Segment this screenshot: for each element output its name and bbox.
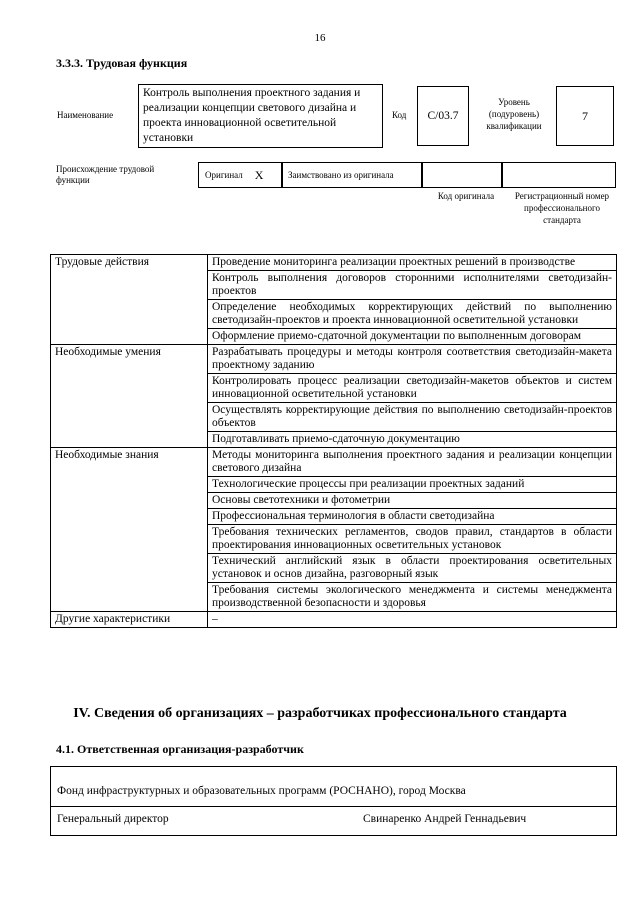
table-row <box>51 345 617 374</box>
reg-number-cell <box>502 162 616 188</box>
borrowed-label: Заимствовано из оригинала <box>288 170 394 180</box>
name-label: Наименование <box>57 110 114 120</box>
original-cell <box>198 162 282 188</box>
section-title: 3.3.3. Трудовая функция <box>56 56 188 70</box>
level-value: 7 <box>556 86 614 146</box>
description-cell: Определение необходимых корректирующих действий по выполнению светодизайн-проектов и проекта инновационной осветительной установки <box>208 300 617 329</box>
function-name-box: Контроль выполнения проектного задания и реализации концепции светового дизайна и проекта инновационной осветительной установки <box>138 84 383 148</box>
signatory-row <box>50 806 617 836</box>
category-cell: Необходимые умения <box>51 345 208 448</box>
original-label: Оригинал <box>205 170 243 180</box>
description-cell: Осуществлять корректирующие действия по выполнению светодизайн-проектов объектов <box>208 403 617 432</box>
code-label: Код <box>392 110 407 120</box>
category-cell: Трудовые действия <box>51 255 208 345</box>
origin-row <box>198 162 616 188</box>
description-cell: Технологические процессы при реализации проектных заданий <box>208 477 617 493</box>
table-row <box>51 612 617 628</box>
original-mark: X <box>254 167 264 182</box>
level-label: Уровень (подуровень) квалификации <box>486 97 542 131</box>
description-cell: Требования технических регламентов, сводов правил, стандартов в области проектирования инновационных осветительных установок <box>208 525 617 554</box>
description-cell: Профессиональная терминология в области светодизайна <box>208 509 617 525</box>
description-cell: Методы мониторинга выполнения проектного задания и реализации концепции светового дизайна <box>208 448 617 477</box>
description-cell: Контроль выполнения договоров сторонними исполнителями светодизайн-проектов <box>208 271 617 300</box>
description-cell: Разрабатывать процедуры и методы контроля соответствия светодизайн-макета проектному заданию <box>208 345 617 374</box>
page-number: 16 <box>314 32 326 44</box>
description-cell: Подготавливать приемо-сдаточную документацию <box>208 432 617 448</box>
organization-name: Фонд инфраструктурных и образовательных программ (РОСНАНО), город Москва <box>50 766 617 806</box>
signatory-position: Генеральный директор <box>57 813 169 825</box>
description-cell: Технический английский язык в области проектирования осветительных установок и основ дизайна, разговорный язык <box>208 554 617 583</box>
origin-label: Происхождение трудовой функции <box>56 164 155 185</box>
section4-title: IV. Сведения об организациях – разработчиках профессионального стандарта <box>73 706 567 721</box>
category-cell: Другие характеристики <box>51 612 208 628</box>
reg-number-label: Регистрационный номер профессионального стандарта <box>514 191 610 225</box>
table-row <box>51 255 617 271</box>
code-original-label: Код оригинала <box>437 191 495 201</box>
code-original-cell <box>422 162 502 188</box>
borrowed-cell <box>282 162 422 188</box>
section41-title: 4.1. Ответственная организация-разработчик <box>56 742 304 756</box>
signatory-name: Свинаренко Андрей Геннадьевич <box>363 813 527 825</box>
code-value: С/03.7 <box>417 86 469 146</box>
description-cell: Проведение мониторинга реализации проектных решений в производстве <box>208 255 617 271</box>
function-details-table <box>50 254 617 628</box>
description-cell: Требования системы экологического менеджмента и системы менеджмента производственной безопасности и здоровья <box>208 583 617 612</box>
description-cell: Контролировать процесс реализации светодизайн-макетов объектов и систем инновационной осветительной установки <box>208 374 617 403</box>
description-cell: – <box>208 612 617 628</box>
description-cell: Оформление приемо-сдаточной документации по выполненным договорам <box>208 329 617 345</box>
table-row <box>51 448 617 477</box>
category-cell: Необходимые знания <box>51 448 208 612</box>
description-cell: Основы светотехники и фотометрии <box>208 493 617 509</box>
